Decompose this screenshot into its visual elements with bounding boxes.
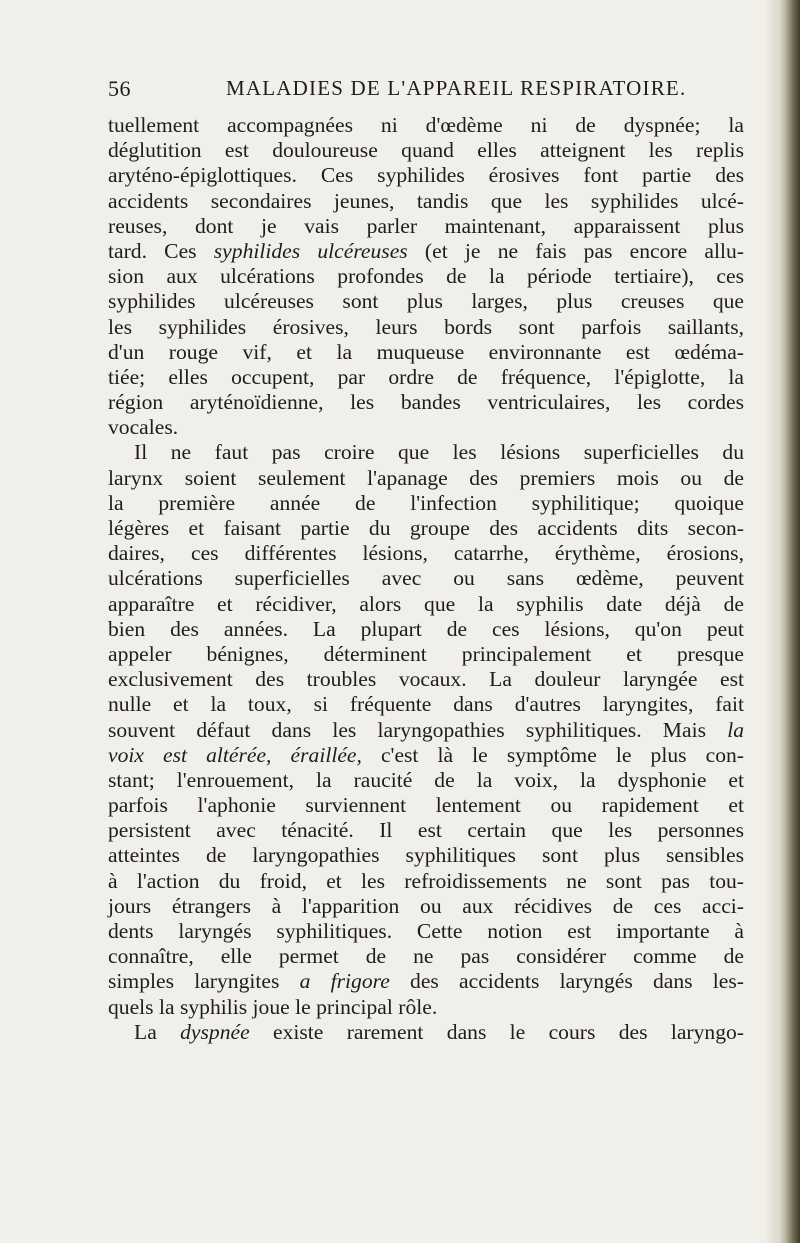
italic-segment: a frigore — [299, 969, 390, 994]
text-line — [108, 239, 744, 264]
text-line: déglutition est douloureuse quand elles atteignent les replis — [108, 138, 744, 163]
text-line: tiée; elles occupent, par ordre de fréquence, l'épiglotte, la — [108, 364, 744, 389]
book-binding-edge — [778, 0, 800, 1243]
text-line: nulle et la toux, si fréquente dans d'autres laryngites, fait — [108, 692, 744, 717]
text-segment: des accidents laryngés dans les- — [389, 969, 744, 994]
text-line: d'un rouge vif, et la muqueuse environnante est œdéma- — [108, 339, 744, 364]
text-line: Il ne faut pas croire que les lésions superficielles du — [134, 440, 744, 465]
text-line — [108, 743, 744, 768]
text-line: syphilides ulcéreuses sont plus larges, plus creuses que — [108, 289, 744, 314]
text-line — [108, 969, 744, 994]
text-line — [108, 1020, 744, 1045]
text-line: région aryténoïdienne, les bandes ventriculaires, les cordes — [108, 390, 744, 415]
page-number: 56 — [108, 76, 131, 101]
italic-segment: la — [727, 717, 744, 742]
running-title: MALADIES DE L'APPAREIL RESPIRATOIRE. — [226, 76, 687, 100]
text-segment: c'est là le symptôme le plus con- — [361, 742, 744, 767]
text-line: appeler bénignes, déterminent principalement et presque — [108, 641, 744, 666]
text-line: aryténo-épiglottiques. Ces syphilides érosives font partie des — [108, 163, 744, 188]
text-line: exclusivement des troubles vocaux. La douleur laryngée est — [108, 667, 744, 692]
text-line: la première année de l'infection syphilitique; quoique — [108, 490, 744, 515]
text-line: les syphilides érosives, leurs bords sont parfois saillants, — [108, 314, 744, 339]
text-segment: tard. Ces — [108, 238, 214, 263]
text-line — [108, 718, 744, 743]
text-segment: souvent défaut dans les laryngopathies syphilitiques. Mais — [108, 717, 728, 742]
page-header — [108, 76, 748, 106]
text-line: légères et faisant partie du groupe des accidents dits secon- — [108, 516, 744, 540]
text-segment: existe rarement dans le cours des laryngo- — [249, 1019, 744, 1044]
text-line: dents laryngés syphilitiques. Cette notion est importante à — [108, 919, 744, 943]
body-text — [108, 113, 744, 1045]
text-line: jours étrangers à l'apparition ou aux récidives de ces acci- — [108, 893, 744, 918]
text-line: parfois l'aphonie surviennent lentement ou rapidement et — [108, 793, 744, 818]
text-line: à l'action du froid, et les refroidissements ne sont pas tou- — [108, 868, 744, 893]
text-line: quels la syphilis joue le principal rôle. — [108, 994, 438, 1019]
text-line: ulcérations superficielles avec ou sans œdème, peuvent — [108, 566, 744, 591]
text-line: stant; l'enrouement, la raucité de la voix, la dysphonie et — [108, 767, 744, 792]
text-segment: (et je ne fais pas encore allu- — [407, 238, 744, 263]
text-line: connaître, elle permet de ne pas considérer comme de — [108, 944, 744, 969]
text-line: tuellement accompagnées ni d'œdème ni de dyspnée; la — [108, 113, 744, 137]
page-edge-shadow — [764, 0, 778, 1243]
italic-segment: syphilides ulcéreuses — [213, 238, 408, 263]
italic-segment: voix est altérée, éraillée, — [108, 742, 362, 767]
italic-segment: dyspnée — [180, 1019, 250, 1044]
text-line: daires, ces différentes lésions, catarrhe, érythème, érosions, — [108, 541, 744, 566]
text-line: atteintes de laryngopathies syphilitiques sont plus sensibles — [108, 843, 744, 868]
text-line: larynx soient seulement l'apanage des premiers mois ou de — [108, 465, 744, 490]
text-line: sion aux ulcérations profondes de la période tertiaire), ces — [108, 264, 744, 289]
text-line: vocales. — [108, 415, 179, 440]
text-line: apparaître et récidiver, alors que la syphilis date déjà de — [108, 591, 744, 616]
text-line: accidents secondaires jeunes, tandis que les syphilides ulcé- — [108, 188, 744, 213]
text-line: reuses, dont je vais parler maintenant, apparaissent plus — [108, 213, 744, 238]
text-line: bien des années. La plupart de ces lésions, qu'on peut — [108, 616, 744, 641]
text-segment: simples laryngites — [108, 969, 300, 994]
text-line: persistent avec ténacité. Il est certain que les personnes — [108, 818, 744, 843]
text-segment: La — [134, 1019, 181, 1044]
